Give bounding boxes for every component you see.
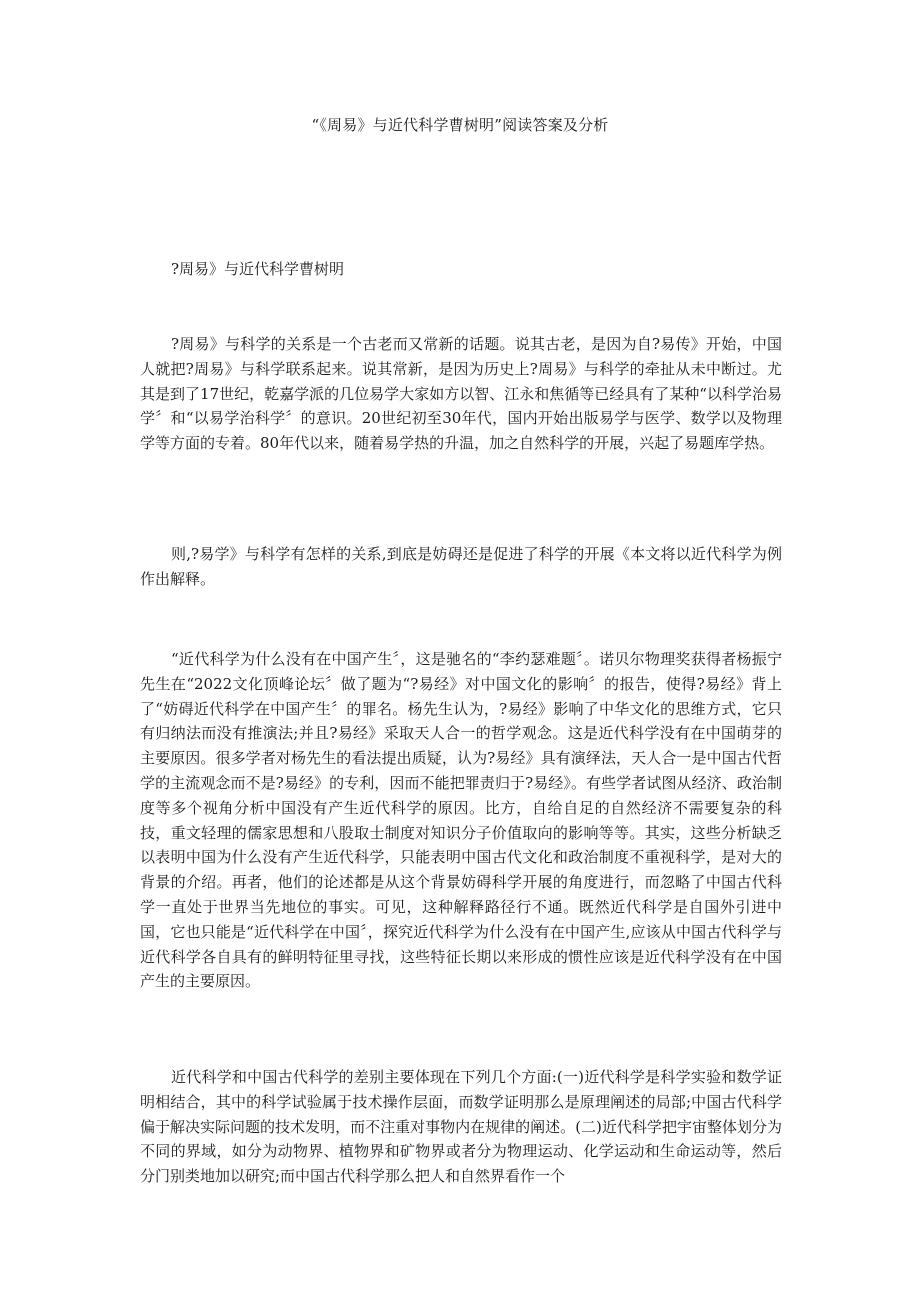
paragraph-3: “近代科学为什么没有在中国产生〞，这是驰名的“李约瑟难题〞。诺贝尔物理奖获得者杨振宁先生在“2022文化顶峰论坛〞做了题为“?易经》对中国文化的影响〞的报告，使得?易经》背上了“妨碍近代科学在中国产生〞的罪名。杨先生认为，?易经》影响了中华文化的思维方式，它只有归纳法而没有推演法;并且?易经》采取天人合一的哲学观念。这是近代科学没有在中国萌芽的主要原因。很多学者对杨先生的看法提出质疑，认为?易经》具有演绎法，天人合一是中国古代哲学的主流观念而不是?易经》的专利，因而不能把罪责归于?易经》。有些学者试图从经济、政治制度等多个视角分析中国没有产生近代科学的原因。比方，自给自足的自然经济不需要复杂的科技，重文轻理的儒家思想和八股取士制度对知识分子价值取向的影响等等。其实，这些分析缺乏以表明中国为什么没有产生近代科学，只能表明中国古代文化和政治制度不重视科学，是对大的背景的介绍。再者，他们的论述都是从这个背景妨碍科学开展的角度进行，而忽略了中国古代科学一直处于世界当先地位的事实。可见，这种解释路径行不通。既然近代科学是自国外引进中国，它也只能是“近代科学在中国〞，探究近代科学为什么没有在中国产生,应该从中国古代科学与近代科学各自具有的鲜明特征里寻找，这些特征长期以来形成的惯性应该是近代科学没有在中国产生的主要原因。	[140, 650, 782, 991]
paragraph-4: 近代科学和中国古代科学的差别主要体现在下列几个方面:(一)近代科学是科学实验和数学证明相结合，其中的科学试验属于技术操作层面，而数学证明那么是原理阐述的局部;中国古代科学偏于解决实际问题的技术发明，而不注重对事物内在规律的阐述。(二)近代科学把宇宙整体划分为不同的界域，如分为动物界、植物界和矿物界或者分为物理运动、化学运动和生命运动等，然后分门别类地加以研究;而中国古代科学那么把人和自然界看作一个	[140, 1068, 782, 1186]
page-title: “《周易》与近代科学曹树明”阅读答案及分析	[311, 116, 609, 134]
paragraph-2: 则,?易学》与科学有怎样的关系,到底是妨碍还是促进了科学的开展《本文将以近代科学为例作出解释。	[140, 545, 782, 588]
paragraph-1: ?周易》与科学的关系是一个古老而又常新的话题。说其古老，是因为自?易传》开始，中国人就把?周易》与科学联系起来。说其常新，是因为历史上?周易》与科学的牵扯从未中断过。尤其是到了17世纪，乾嘉学派的几位易学大家如方以智、江永和焦循等已经具有了某种“以科学治易学〞和“以易学治科学〞的意识。20世纪初至30年代，国内开始出版易学与医学、数学以及物理学等方面的专着。80年代以来，随着易学热的升温，加之自然科学的开展，兴起了易题库学热。	[140, 335, 782, 453]
article-subheading: ?周易》与近代科学曹树明	[171, 260, 345, 278]
